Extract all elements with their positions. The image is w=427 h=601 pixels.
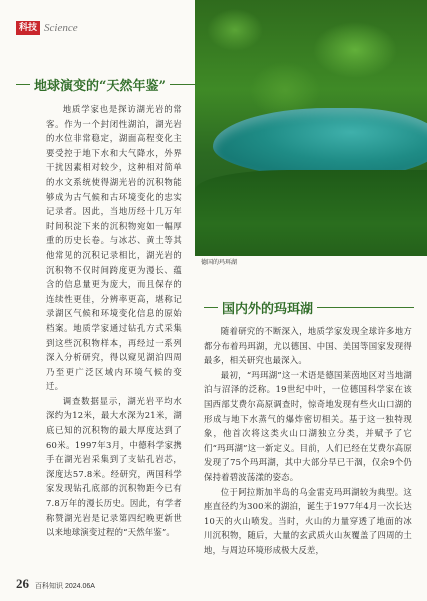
- section-header: [16, 20, 78, 36]
- article-column-left: [46, 102, 182, 540]
- page-number: 26: [16, 576, 29, 591]
- paragraph: 位于阿拉斯加半岛的乌金雷克玛珥湖较为典型。这座直径约为300米的湖泊，诞生于1977年4月一次长达10天的火山喷发。当时，火山的力量穿透了地面的冰川沉积物，随后，大量的玄武质火山灰覆盖了四周的土地，与周边环境形成极大反差，: [204, 486, 412, 555]
- section-tag: 科技: [16, 21, 40, 35]
- section1-title: 地球演变的“天然年鉴”: [34, 78, 166, 94]
- magazine-issue: 百科知识 2024.06A: [35, 583, 95, 590]
- lake-photo: [195, 0, 427, 256]
- photo-caption: 德国的玛珥湖: [201, 259, 238, 266]
- page-footer: [16, 576, 95, 592]
- paragraph: 地质学家也是探访湖光岩的常客。作为一个封闭性湖泊，湖光岩的水位非常稳定，湖面高程变化主要受控于地下水和大气降水，外界干扰因素相对较少，这种相对简单的水文系统使得湖光岩的沉积物能够成为古气候和古环境变化的忠实记录者。因此，当地历经十几万年时间积淀下来的沉积物宛如一幅厚重的历史长卷。与冰芯、黄土等其他常见的沉积记录相比，湖光岩的沉积物不仅时间跨度更为漫长、蕴含的信息量更为庞大，而且保存的连续性更佳，分辨率更高，堪称记录湖区气候和环境变化信息的原始档案。地质学家通过钻孔方式采集到这些沉积物样本，再经过一系列深入分析研究，得以窥见湖泊四周乃至更广泛区域内环境气候的变迁。: [46, 104, 182, 392]
- paragraph: 最初，“玛珥湖”这一术语是德国莱茵地区对当地湖泊与沼泽的泛称。19世纪中叶，一位德国科学家在该国西部艾费尔高原调查时，惊奇地发现有些火山口湖的形成与地下水蒸气的爆炸密切相关。基于这一独特现象，他首次将这类火山口湖独立分类，并赋予了它们“玛珥湖”这一新定义。目前，人们已经在艾费尔高原发现了75个玛珥湖，其中大部分早已干涸，仅余9个仍保持着碧波荡漾的姿态。: [204, 369, 412, 482]
- maar-lake-water: [213, 108, 427, 178]
- heading-rule-left: [204, 307, 218, 308]
- section2-title: 国内外的玛珥湖: [222, 301, 314, 317]
- section1-heading: [16, 74, 196, 94]
- section-english-label: Science: [44, 22, 78, 34]
- article-column-right: [204, 324, 412, 558]
- forest-shore: [195, 170, 427, 256]
- heading-rule-right: [317, 307, 414, 308]
- heading-rule-right: [170, 84, 196, 85]
- paragraph: 随着研究的不断深入，地质学家发现全球许多地方都分布着玛珥湖，尤以德国、中国、美国等国家发现得最多，相关研究也最深入。: [204, 326, 412, 366]
- heading-rule-left: [16, 84, 30, 85]
- paragraph: 调查数据显示，湖光岩平均水深约为12米，最大水深为21米，湖底已知的沉积物的最大厚度达到了60米。1997年3月，中德科学家携手在湖光岩采集到了支钻孔岩芯，深度达57.8米。经研究，两国科学家发现钻孔底部的沉积物距今已有7.8万年的漫长历史。因此，有学者称赞湖光岩是记录第四纪晚更新世以来地球演变过程的“天然年鉴”。: [46, 395, 182, 538]
- section2-heading: [204, 297, 414, 317]
